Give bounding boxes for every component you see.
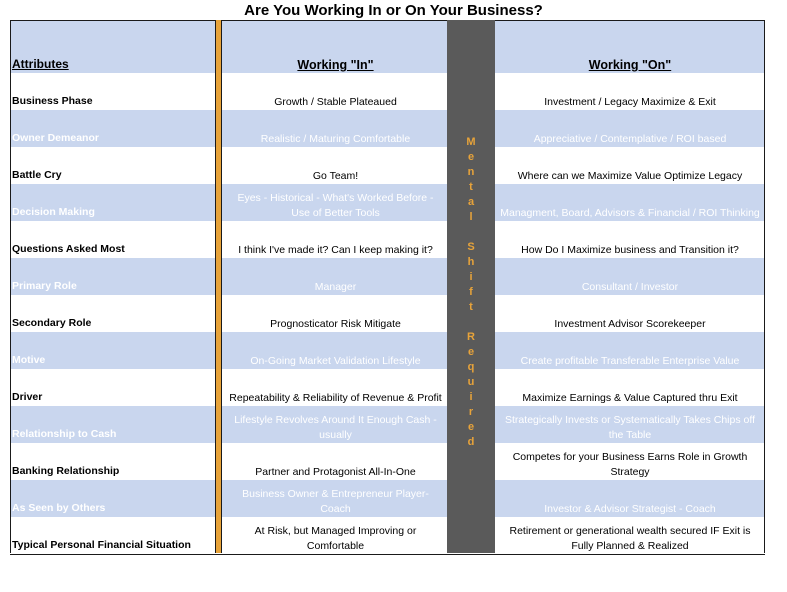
mental-shift-letter: t	[469, 181, 473, 193]
working-on-cell: Strategically Invests or Systematically Takes Chips off the Table	[505, 414, 755, 441]
attribute-cell: Motive	[12, 354, 46, 366]
page-title: Are You Working In or On Your Business?	[244, 2, 543, 19]
mental-shift-letter: u	[467, 376, 475, 388]
working-in-cell: Manager	[314, 281, 357, 293]
working-on-cell: Consultant / Investor	[581, 281, 679, 293]
mental-shift-letter: e	[467, 151, 475, 163]
attribute-cell: Banking Relationship	[12, 465, 120, 477]
mental-shift-letter	[447, 315, 495, 330]
attribute-cell: Business Phase	[12, 95, 93, 107]
attribute-cell: Questions Asked Most	[12, 243, 125, 255]
right-border	[764, 20, 765, 553]
mental-shift-letter: e	[467, 346, 475, 358]
working-on-cell: Retirement or generational wealth secured IF Exit is Fully Planned & Realized	[509, 525, 751, 552]
working-in-cell: Repeatability & Reliability of Revenue & Profit	[229, 392, 442, 404]
attribute-cell: Driver	[12, 391, 43, 403]
attribute-cell: As Seen by Others	[12, 502, 106, 514]
working-in-cell: Growth / Stable Plateaued	[274, 96, 397, 108]
working-in-cell: Eyes - Historical - What's Worked Before - Use of Better Tools	[237, 192, 434, 219]
mental-shift-letter: d	[467, 436, 475, 448]
working-on-header: Working "On"	[588, 58, 672, 72]
working-in-cell: I think I've made it? Can I keep making it?	[238, 244, 433, 256]
working-in-header: Working "In"	[297, 58, 374, 72]
attribute-cell: Decision Making	[12, 206, 95, 218]
mental-shift-letter: q	[467, 361, 475, 373]
attribute-cell: Relationship to Cash	[12, 428, 117, 440]
mental-shift-letter: M	[466, 136, 476, 148]
working-on-cell: Investment / Legacy Maximize & Exit	[544, 96, 716, 108]
comparison-table	[10, 20, 765, 553]
working-on-cell: Create profitable Transferable Enterprise Value	[520, 355, 740, 367]
attribute-cell: Owner Demeanor	[12, 132, 99, 144]
mental-shift-letter: r	[468, 406, 474, 418]
working-on-cell: Managment, Board, Advisors & Financial / ROI Thinking	[500, 207, 760, 219]
working-on-cell: How Do I Maximize business and Transition it?	[521, 244, 739, 256]
working-in-cell: Lifestyle Revolves Around It Enough Cash - usually	[234, 414, 437, 441]
mental-shift-letter: e	[467, 421, 475, 433]
working-on-cell: Appreciative / Contemplative / ROI based	[533, 133, 727, 145]
mental-shift-letter: R	[467, 331, 475, 343]
working-on-cell: Maximize Earnings & Value Captured thru Exit	[522, 392, 738, 404]
working-in-cell: Realistic / Maturing Comfortable	[260, 133, 411, 145]
mental-shift-letter: f	[469, 286, 473, 298]
working-in-cell: On-Going Market Validation Lifestyle	[250, 355, 421, 367]
mental-shift-letter: a	[467, 196, 475, 208]
attributes-header: Attributes	[12, 57, 69, 71]
mental-shift-letter: i	[469, 391, 473, 403]
mental-shift-letter: l	[469, 211, 473, 223]
mental-shift-required-label	[447, 135, 495, 450]
mental-shift-letter: h	[467, 256, 475, 268]
attribute-cell: Primary Role	[12, 280, 77, 292]
orange-divider	[215, 20, 222, 553]
working-on-cell: Competes for your Business Earns Role in Growth Strategy	[512, 451, 748, 478]
left-border	[10, 20, 11, 553]
mental-shift-letter: S	[467, 241, 475, 253]
attribute-cell: Typical Personal Financial Situation	[12, 539, 191, 551]
working-in-cell: Partner and Protagonist All-In-One	[255, 466, 416, 478]
mental-shift-letter	[447, 225, 495, 240]
working-on-cell: Where can we Maximize Value Optimize Legacy	[517, 170, 743, 182]
working-in-cell: Go Team!	[312, 170, 359, 182]
attribute-cell: Secondary Role	[12, 317, 92, 329]
working-in-cell: At Risk, but Managed Improving or Comfortable	[254, 525, 417, 552]
working-in-cell: Business Owner & Entrepreneur Player-Coach	[242, 488, 429, 515]
mental-shift-letter: n	[467, 166, 475, 178]
mental-shift-letter: t	[469, 301, 473, 313]
working-on-cell: Investor & Advisor Strategist - Coach	[544, 503, 716, 515]
attribute-cell: Battle Cry	[12, 169, 62, 181]
working-in-cell: Prognosticator Risk Mitigate	[270, 318, 401, 330]
mental-shift-letter: i	[469, 271, 473, 283]
working-on-cell: Investment Advisor Scorekeeper	[554, 318, 706, 330]
